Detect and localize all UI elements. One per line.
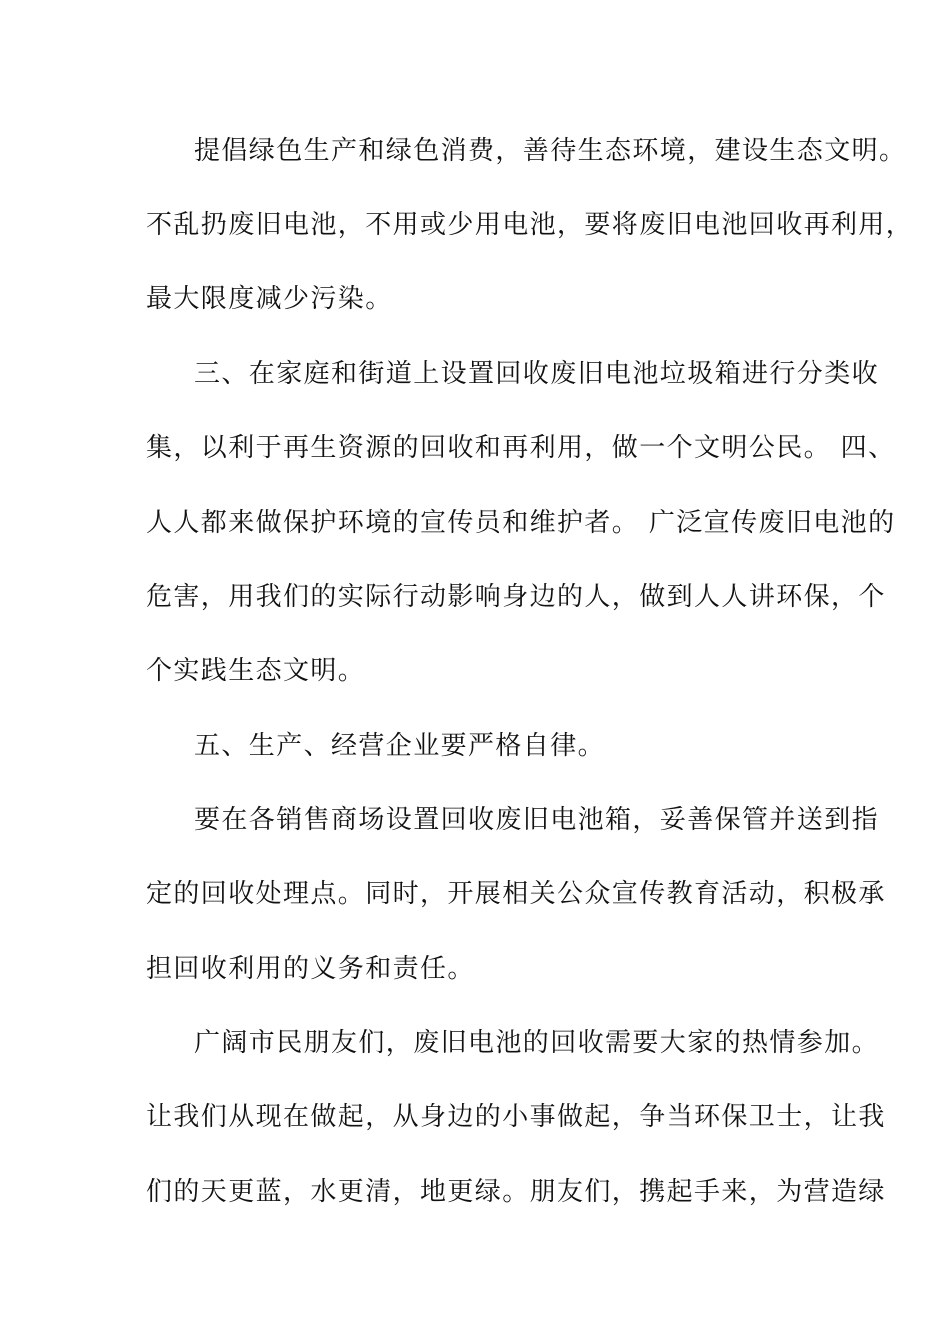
text-line: 最大限度减少污染。 [146, 284, 393, 314]
text-line: 个实践生态文明。 [146, 656, 366, 686]
text-line: 集，以利于再生资源的回收和再利用，做一个文明公民。 四、 [146, 433, 896, 463]
text-line: 五、生产、经营企业要严格自律。 [194, 731, 606, 761]
text-line: 不乱扔废旧电池，不用或少用电池，要将废旧电池回收再利用， [146, 210, 914, 240]
text-line: 定的回收处理点。同时，开展相关公众宣传教育活动，积极承 [146, 879, 886, 909]
text-line: 危害，用我们的实际行动影响身边的人，做到人人讲环保，个 [146, 582, 886, 612]
text-line: 让我们从现在做起，从身边的小事做起，争当环保卫士，让我 [146, 1102, 886, 1132]
text-line: 们的天更蓝，水更清，地更绿。朋友们，携起手来，为营造绿 [146, 1177, 886, 1207]
text-line: 广阔市民朋友们，废旧电池的回收需要大家的热情参加。 [194, 1028, 880, 1058]
text-line: 提倡绿色生产和绿色消费，善待生态环境，建设生态文明。 [194, 136, 907, 166]
text-line: 三、在家庭和街道上设置回收废旧电池垃圾箱进行分类收 [194, 359, 880, 389]
text-line: 人人都来做保护环境的宣传员和维护者。 广泛宣传废旧电池的 [146, 508, 896, 538]
text-line: 要在各销售商场设置回收废旧电池箱，妥善保管并送到指 [194, 805, 880, 835]
text-line: 担回收利用的义务和责任。 [146, 954, 475, 984]
